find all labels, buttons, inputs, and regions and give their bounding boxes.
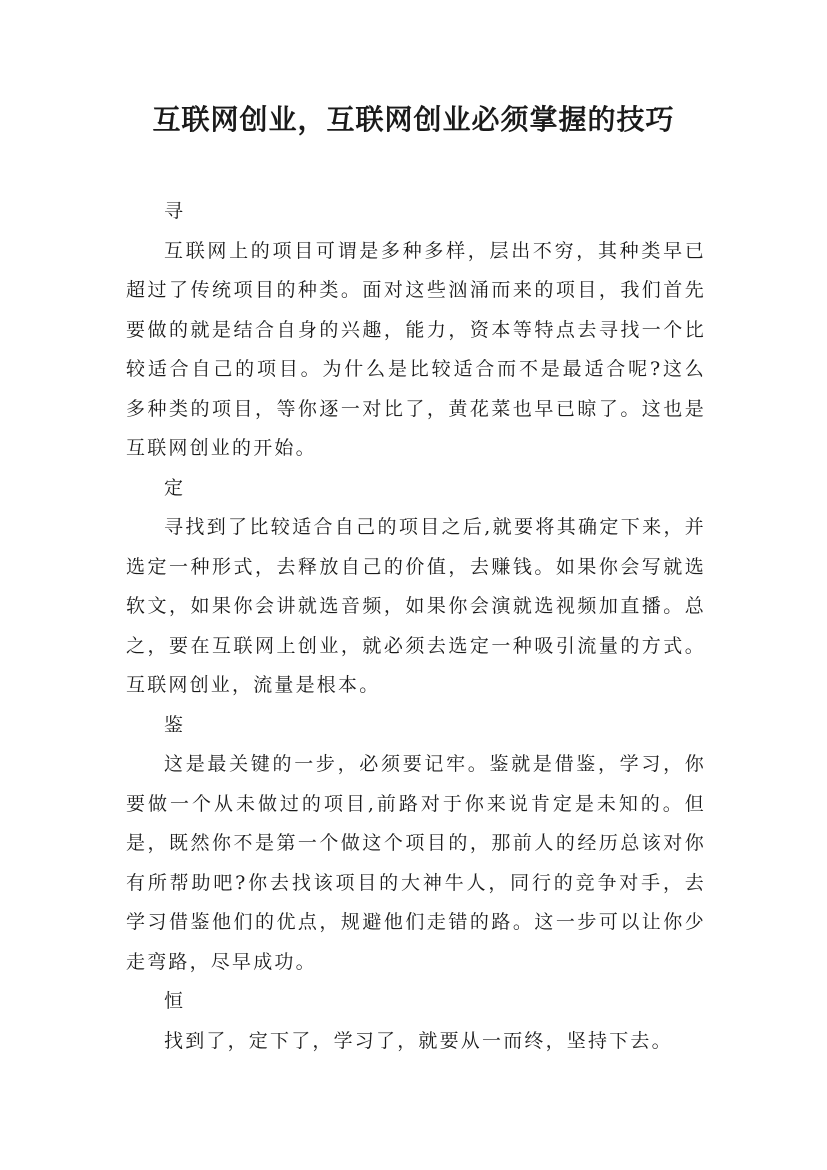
section-heading: 鉴 — [164, 713, 184, 736]
section-paragraph: 互联网上的项目可谓是多种多样，层出不穷，其种类早已超过了传统项目的种类。面对这些汹涌而来的项目，我们首先要做的就是结合自身的兴趣，能力，资本等特点去寻找一个比较适合自己的项目。为什么是比较适合而不是最适合呢?这么多种类的项目，等你逐一对比了，黄花菜也早已晾了。这也是互联网创业的开始。 — [126, 239, 706, 459]
section-heading: 定 — [164, 476, 184, 499]
section-paragraph: 找到了，定下了，学习了，就要从一而终，坚持下去。 — [164, 1029, 673, 1052]
section-paragraph: 这是最关键的一步，必须要记牢。鉴就是借鉴，学习，你要做一个从未做过的项目,前路对于你来说肯定是未知的。但是，既然你不是第一个做这个项目的，那前人的经历总该对你有所帮助吧?你去找该项目的大神牛人，同行的竞争对手，去学习借鉴他们的优点，规避他们走错的路。这一步可以让你少走弯路，尽早成功。 — [126, 753, 706, 973]
section-heading: 恒 — [164, 990, 184, 1012]
document-title: 互联网创业，互联网创业必须掌握的技巧 — [152, 103, 675, 136]
section-paragraph: 寻找到了比较适合自己的项目之后,就要将其确定下来，并选定一种形式，去释放自己的价值，去赚钱。如果你会写就选软文，如果你会讲就选音频，如果你会演就选视频加直播。总之，要在互联网上创业，就必须去选定一种吸引流量的方式。互联网创业，流量是根本。 — [126, 516, 706, 696]
document-body — [126, 192, 706, 1061]
section-heading: 寻 — [164, 200, 184, 222]
